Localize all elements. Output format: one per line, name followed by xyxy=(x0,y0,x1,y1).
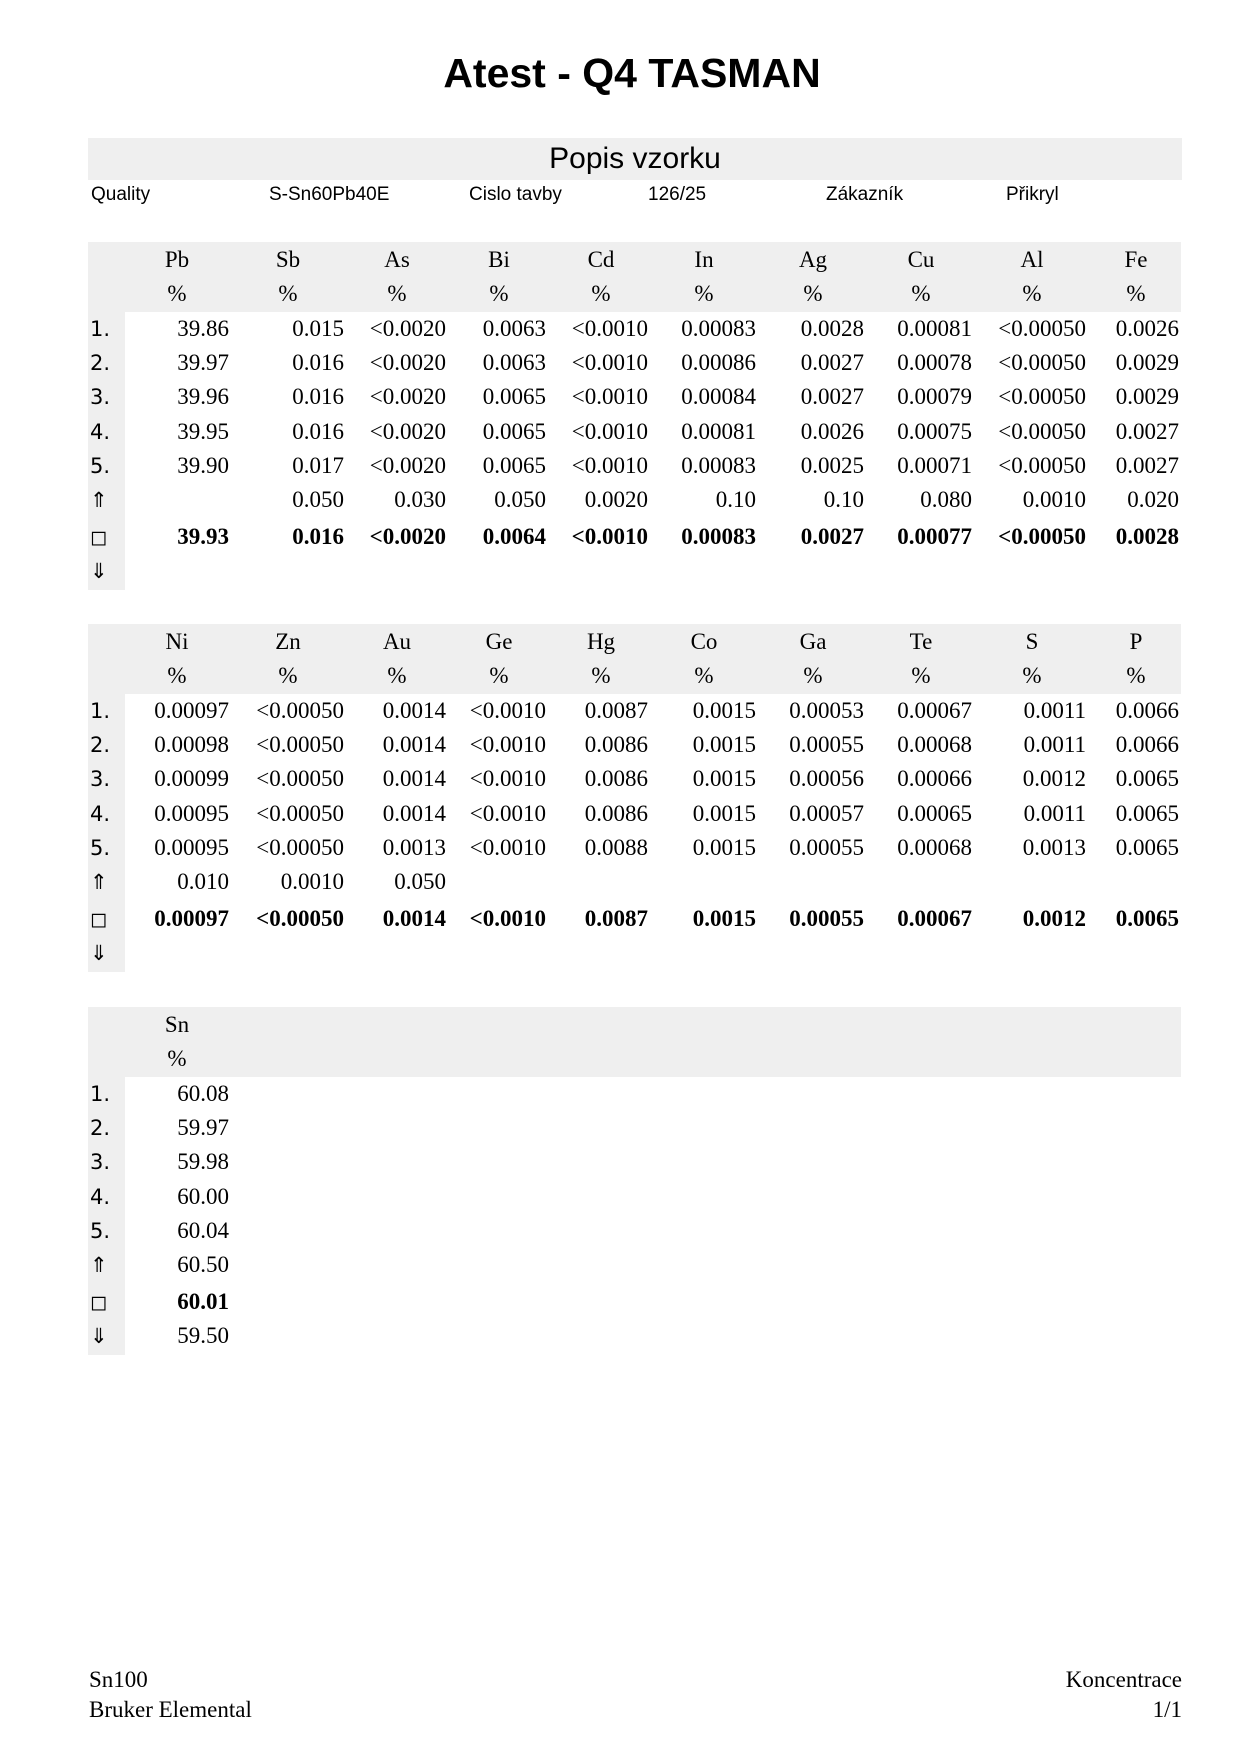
element-header: Co xyxy=(690,629,718,654)
element-header: Pb xyxy=(164,247,190,272)
table-cell: <0.0010 xyxy=(469,766,546,792)
unit-header: % xyxy=(278,281,298,306)
row-label: 4. xyxy=(90,1184,111,1209)
table-cell: <0.00050 xyxy=(998,418,1086,444)
table-cell: 0.0066 xyxy=(1115,698,1179,723)
table-cell: 0.030 xyxy=(394,487,446,512)
table-cell: 0.016 xyxy=(292,350,344,376)
unit-header: % xyxy=(489,663,509,688)
table-cell: 0.0065 xyxy=(482,384,546,410)
table-cell: 0.00068 xyxy=(897,834,972,860)
table-cell: <0.0020 xyxy=(369,316,446,341)
table-cell: 0.00055 xyxy=(789,732,864,758)
table-cell: 0.10 xyxy=(823,487,864,512)
table-cell: <0.0010 xyxy=(469,698,546,723)
table-cell: 60.50 xyxy=(177,1252,229,1277)
table-cell: 0.00095 xyxy=(154,800,229,826)
row-label: 1. xyxy=(90,317,111,341)
row-label: ⇓ xyxy=(90,559,108,584)
table-cell: 0.0063 xyxy=(482,316,546,341)
element-header: Sn xyxy=(164,1012,190,1037)
element-header: As xyxy=(384,247,410,272)
row-label: 3. xyxy=(90,767,111,792)
table-cell: <0.00050 xyxy=(256,732,344,758)
table-cell: 0.0065 xyxy=(1115,906,1179,932)
unit-header: % xyxy=(167,663,187,688)
table-cell: 0.0010 xyxy=(1022,487,1086,512)
unit-header: % xyxy=(489,281,509,306)
table-cell: 0.00077 xyxy=(897,524,972,550)
table-cell: 0.0029 xyxy=(1115,350,1179,376)
unit-header: % xyxy=(1022,281,1042,306)
table-cell: 0.00099 xyxy=(154,766,229,792)
table-cell: 0.0012 xyxy=(1022,906,1086,932)
table-cell: 0.050 xyxy=(394,869,446,894)
unit-header: % xyxy=(803,663,823,688)
table-cell: <0.0020 xyxy=(369,418,446,444)
table-cell: 0.0026 xyxy=(1115,316,1179,341)
element-header: Sb xyxy=(275,247,301,272)
element-header: P xyxy=(1129,629,1143,654)
table-cell: 0.0086 xyxy=(584,732,648,758)
table-cell: 0.0087 xyxy=(584,906,648,932)
unit-header: % xyxy=(167,281,187,306)
table-cell: 0.0014 xyxy=(382,800,446,826)
table-cell: 0.00053 xyxy=(789,698,864,723)
unit-header: % xyxy=(803,281,823,306)
table-cell: 0.0013 xyxy=(1022,834,1086,860)
melt-number-label: Cislo tavby xyxy=(469,184,562,205)
melt-number-value: 126/25 xyxy=(648,184,707,205)
row-label: ⇑ xyxy=(90,870,108,894)
table-cell: <0.0020 xyxy=(369,350,446,376)
element-header: Ga xyxy=(799,629,827,654)
table-cell: 0.0015 xyxy=(692,906,756,932)
table-cell: 0.00075 xyxy=(897,418,972,444)
element-header: Fe xyxy=(1124,247,1148,272)
table-cell: 0.0014 xyxy=(382,766,446,792)
table-cell: 60.08 xyxy=(177,1081,229,1106)
row-label: 2. xyxy=(90,733,111,758)
table-cell: 0.00083 xyxy=(681,452,756,478)
table-cell: 0.080 xyxy=(920,487,972,512)
table-cell: 0.0027 xyxy=(800,524,864,550)
row-label: ⇓ xyxy=(90,941,108,966)
row-label: ⇓ xyxy=(90,1324,108,1349)
table-cell: 0.0087 xyxy=(584,698,648,723)
table-header-band xyxy=(88,1007,1181,1077)
table-cell: <0.00050 xyxy=(998,524,1086,550)
table-cell: 0.0015 xyxy=(692,732,756,758)
element-header: Ag xyxy=(798,247,828,272)
row-label: ⇑ xyxy=(90,488,108,512)
element-header: Hg xyxy=(586,629,616,654)
element-header: Te xyxy=(909,629,933,654)
element-header: Cd xyxy=(587,247,615,272)
table-cell: 39.86 xyxy=(177,316,229,341)
table-cell: 39.96 xyxy=(177,384,229,410)
table-cell: <0.00050 xyxy=(998,350,1086,376)
table-cell: 0.0015 xyxy=(692,698,756,723)
row-label: ◻ xyxy=(90,907,108,932)
table-cell: 0.016 xyxy=(292,524,344,550)
table-cell: 0.00057 xyxy=(789,800,864,826)
table-cell: <0.00050 xyxy=(256,766,344,792)
table-cell: 0.10 xyxy=(715,487,756,512)
unit-header: % xyxy=(1126,663,1146,688)
table-cell: 0.0025 xyxy=(800,452,864,478)
unit-header: % xyxy=(387,281,407,306)
element-header: Bi xyxy=(488,247,510,272)
table-cell: 0.0027 xyxy=(800,384,864,410)
table-cell: 0.0011 xyxy=(1023,698,1086,723)
table-cell: 0.00055 xyxy=(789,834,864,860)
row-label: ◻ xyxy=(90,1290,108,1315)
table-cell: 0.00068 xyxy=(897,732,972,758)
unit-header: % xyxy=(591,281,611,306)
table-cell: 0.0027 xyxy=(1115,452,1179,478)
table-cell: 0.00067 xyxy=(897,698,972,723)
unit-header: % xyxy=(1126,281,1146,306)
table-cell: 0.0015 xyxy=(692,834,756,860)
table-cell: 0.00055 xyxy=(789,906,864,932)
table-cell: 39.97 xyxy=(177,350,229,376)
table-cell: 0.0013 xyxy=(382,834,446,860)
table-cell: 60.04 xyxy=(177,1217,229,1243)
table-cell: 0.00098 xyxy=(154,732,229,758)
unit-header: % xyxy=(167,1046,187,1071)
table-cell: 0.0010 xyxy=(280,869,344,894)
table-cell: <0.00050 xyxy=(256,698,344,723)
table-cell: 0.00081 xyxy=(897,316,972,341)
row-label: 3. xyxy=(90,385,111,410)
table-cell: 0.0020 xyxy=(584,487,648,512)
table-cell: 0.0028 xyxy=(1115,524,1179,550)
table-cell: 0.0065 xyxy=(1115,800,1179,826)
footer-page: 1/1 xyxy=(1152,1697,1182,1722)
unit-header: % xyxy=(911,663,931,688)
table-cell: 0.00065 xyxy=(897,800,972,826)
table-cell: <0.00050 xyxy=(256,834,344,860)
table-cell: 0.00097 xyxy=(154,698,229,723)
table-cell: 0.0026 xyxy=(800,418,864,444)
table-cell: 0.0086 xyxy=(584,766,648,792)
table-cell: 0.0029 xyxy=(1115,384,1179,410)
table-cell: <0.00050 xyxy=(998,452,1086,478)
row-label: 1. xyxy=(90,699,111,723)
customer-label: Zákazník xyxy=(826,184,904,205)
table-cell: 0.0014 xyxy=(382,698,446,723)
element-header: Al xyxy=(1020,247,1044,272)
table-cell: 0.00097 xyxy=(154,906,229,932)
unit-header: % xyxy=(278,663,298,688)
table-cell: 60.00 xyxy=(177,1183,229,1209)
table-cell: 0.050 xyxy=(494,487,546,512)
element-header: Zn xyxy=(275,629,301,654)
table-cell: 59.50 xyxy=(177,1323,229,1349)
table-cell: 0.00078 xyxy=(897,350,972,376)
unit-header: % xyxy=(694,663,714,688)
table-cell: <0.0010 xyxy=(571,418,648,444)
quality-value: S-Sn60Pb40E xyxy=(269,184,390,205)
table-cell: 0.016 xyxy=(292,418,344,444)
row-label: 4. xyxy=(90,801,111,826)
table-cell: 0.0065 xyxy=(1115,834,1179,860)
table-cell: 0.0015 xyxy=(692,766,756,792)
row-label: 5. xyxy=(90,1218,111,1243)
page-title: Atest - Q4 TASMAN xyxy=(443,50,821,96)
table-cell: 39.90 xyxy=(177,452,229,478)
row-label: ⇑ xyxy=(90,1253,108,1277)
table-cell: 0.00081 xyxy=(681,418,756,444)
table-cell: 59.97 xyxy=(177,1115,229,1141)
row-label: 3. xyxy=(90,1150,111,1175)
element-header: S xyxy=(1025,629,1039,654)
unit-header: % xyxy=(911,281,931,306)
table-cell: 0.0064 xyxy=(482,524,546,550)
customer-value: Přikryl xyxy=(1006,184,1059,205)
table-cell: <0.0020 xyxy=(369,384,446,410)
table-cell: 59.98 xyxy=(177,1149,229,1175)
table-cell: <0.0010 xyxy=(571,384,648,410)
table-cell: 0.0015 xyxy=(692,800,756,826)
table-cell: 0.00095 xyxy=(154,834,229,860)
table-cell: 0.0028 xyxy=(800,316,864,341)
table-cell: 0.0066 xyxy=(1115,732,1179,758)
table-cell: 0.0012 xyxy=(1022,766,1086,792)
row-label: 4. xyxy=(90,419,111,444)
table-cell: <0.0020 xyxy=(369,524,446,550)
table-cell: 60.01 xyxy=(177,1289,229,1315)
table-cell: 0.0065 xyxy=(482,418,546,444)
table-cell: 0.010 xyxy=(177,869,229,894)
table-cell: 0.0065 xyxy=(482,452,546,478)
table-cell: <0.0010 xyxy=(571,452,648,478)
footer-program: Sn100 xyxy=(89,1667,148,1692)
table-cell: 0.0011 xyxy=(1023,800,1086,826)
table-cell: 0.0086 xyxy=(584,800,648,826)
row-label: 5. xyxy=(90,453,111,478)
footer-company: Bruker Elemental xyxy=(89,1697,252,1722)
table-cell: <0.0010 xyxy=(469,732,546,758)
table-cell: <0.0010 xyxy=(469,834,546,860)
table-cell: 0.0011 xyxy=(1023,732,1086,758)
table-cell: 0.017 xyxy=(292,452,344,478)
table-cell: 0.0065 xyxy=(1115,766,1179,792)
element-header: Cu xyxy=(907,247,935,272)
table-cell: 0.0063 xyxy=(482,350,546,376)
table-cell: <0.0010 xyxy=(571,316,648,341)
row-label: 2. xyxy=(90,1116,111,1141)
table-cell: 39.93 xyxy=(177,524,229,550)
quality-label: Quality xyxy=(91,184,151,205)
table-cell: 0.0027 xyxy=(800,350,864,376)
description-heading: Popis vzorku xyxy=(549,142,721,175)
table-cell: <0.0010 xyxy=(469,906,546,932)
table-cell: <0.0010 xyxy=(469,800,546,826)
table-cell: <0.0010 xyxy=(571,350,648,376)
table-cell: 0.00083 xyxy=(681,316,756,341)
table-cell: 39.95 xyxy=(177,418,229,444)
table-cell: 0.016 xyxy=(292,384,344,410)
row-label: ◻ xyxy=(90,525,108,550)
table-cell: 0.050 xyxy=(292,487,344,512)
table-cell: 0.00066 xyxy=(897,766,972,792)
table-cell: 0.00084 xyxy=(681,384,756,410)
unit-header: % xyxy=(694,281,714,306)
table-cell: 0.0014 xyxy=(382,732,446,758)
element-header: In xyxy=(694,247,714,272)
element-header: Au xyxy=(382,629,412,654)
table-cell: 0.00083 xyxy=(681,524,756,550)
table-cell: <0.0010 xyxy=(571,524,648,550)
row-label: 5. xyxy=(90,835,111,860)
row-label: 1. xyxy=(90,1082,111,1106)
table-cell: 0.00071 xyxy=(897,452,972,478)
table-cell: <0.00050 xyxy=(256,906,344,932)
element-header: Ni xyxy=(165,629,189,654)
table-cell: <0.00050 xyxy=(256,800,344,826)
table-cell: 0.0027 xyxy=(1115,418,1179,444)
table-cell: 0.020 xyxy=(1127,487,1179,512)
table-cell: <0.00050 xyxy=(998,384,1086,410)
table-cell: 0.00086 xyxy=(681,350,756,376)
unit-header: % xyxy=(1022,663,1042,688)
row-label: 2. xyxy=(90,351,111,376)
table-cell: <0.00050 xyxy=(998,316,1086,341)
table-cell: 0.0088 xyxy=(584,834,648,860)
unit-header: % xyxy=(387,663,407,688)
element-header: Ge xyxy=(485,629,513,654)
table-cell: 0.0014 xyxy=(382,906,446,932)
table-cell: <0.0020 xyxy=(369,452,446,478)
table-cell: 0.00056 xyxy=(789,766,864,792)
table-cell: 0.015 xyxy=(292,316,344,341)
unit-header: % xyxy=(591,663,611,688)
footer-mode: Koncentrace xyxy=(1065,1667,1182,1692)
table-cell: 0.00079 xyxy=(897,384,972,410)
table-cell: 0.00067 xyxy=(897,906,972,932)
